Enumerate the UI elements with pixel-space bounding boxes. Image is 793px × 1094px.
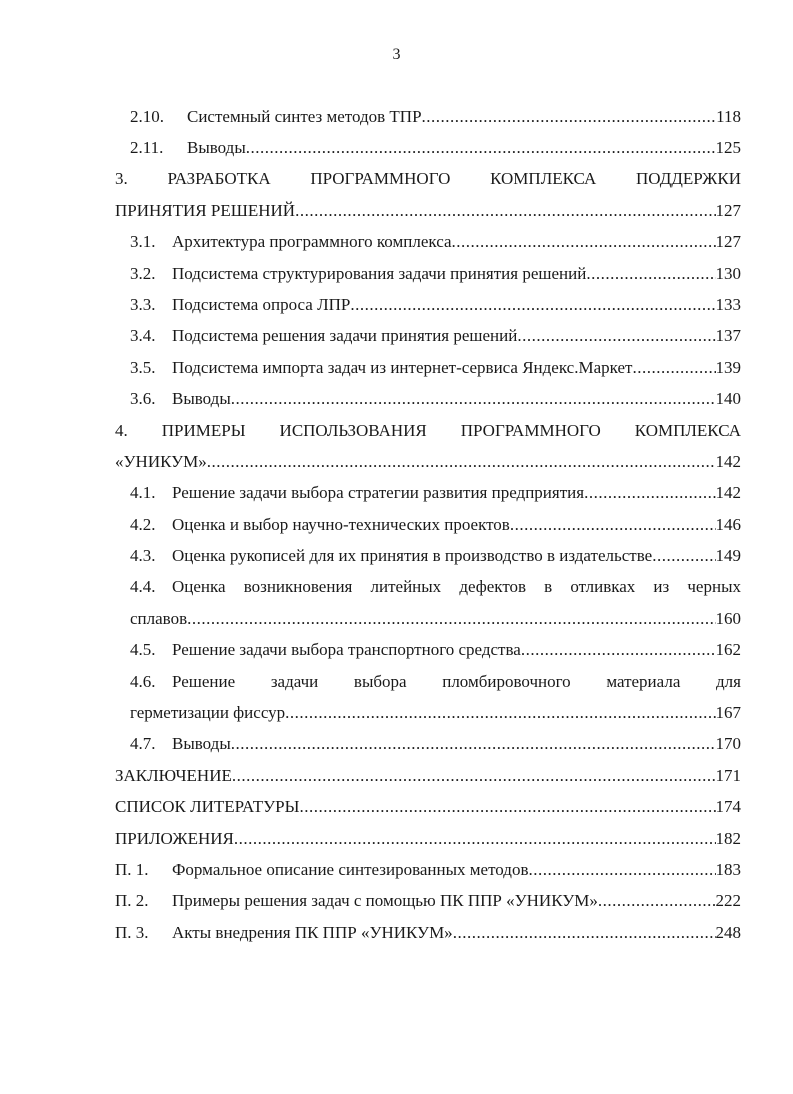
toc-entry[interactable] (115, 885, 741, 916)
toc-entry[interactable] (115, 760, 741, 791)
dot-leader (586, 258, 715, 289)
entry-number: 4.2. (130, 514, 156, 534)
entry-number: 4.4. (130, 577, 156, 597)
entry-number: П. 1. (115, 859, 149, 879)
entry-number: 3.6. (130, 389, 156, 409)
dot-leader (452, 226, 716, 257)
entry-title: Выводы (187, 138, 246, 157)
dot-leader (231, 728, 716, 759)
entry-page: 130 (715, 263, 741, 283)
entry-title: Примеры решения задач с помощью ПК ППР «УНИКУМ» (172, 891, 598, 911)
dot-leader (232, 760, 716, 791)
entry-title-line1: Оценка возникновения литейных дефектов в отливках из черных (172, 577, 741, 597)
entry-title: Решение задачи выбора стратегии развития предприятия (172, 483, 585, 503)
dot-leader (207, 446, 716, 477)
entry-page: 183 (715, 859, 741, 879)
toc-entry[interactable] (115, 383, 741, 414)
toc-entry[interactable] (115, 132, 741, 163)
dot-leader (521, 634, 716, 665)
dot-leader (350, 289, 715, 320)
entry-page: 182 (715, 828, 741, 848)
entry-title: Архитектура программного комплекса (172, 232, 452, 252)
table-of-contents (115, 102, 741, 948)
toc-entry[interactable] (115, 477, 741, 508)
entry-number: 2.11. (130, 138, 164, 157)
toc-entry[interactable] (115, 728, 741, 759)
entry-number: 4.7. (130, 734, 156, 754)
entry-number: 3.3. (130, 294, 156, 314)
entry-number: 4.1. (130, 483, 156, 503)
entry-number: 4.5. (130, 640, 156, 660)
entry-number: 3.5. (130, 357, 156, 377)
entry-title: СПИСОК ЛИТЕРАТУРЫ (115, 797, 300, 817)
toc-entry[interactable] (115, 258, 741, 289)
toc-entry-cont[interactable] (115, 603, 741, 634)
page-number: 3 (392, 46, 401, 63)
entry-number: П. 3. (115, 922, 149, 942)
entry-page: 133 (715, 294, 741, 314)
toc-entry[interactable] (115, 352, 741, 383)
entry-number: 3.4. (130, 326, 156, 346)
dot-leader (517, 320, 715, 351)
entry-page: 146 (715, 514, 741, 534)
entry-title: Подсистема структурирования задачи принятия решений (172, 263, 587, 283)
toc-entry[interactable] (115, 854, 741, 885)
entry-number: 4.3. (130, 546, 156, 566)
entry-title: Решение задачи выбора транспортного средства (172, 640, 521, 660)
entry-title: Формальное описание синтезированных методов (172, 859, 529, 879)
dot-leader (246, 132, 716, 163)
chapter-title-line2: «УНИКУМ» (115, 451, 207, 471)
entry-title-line1: Решение задачи выбора пломбировочного материала для (172, 671, 741, 691)
toc-chapter-heading-cont[interactable] (115, 195, 741, 226)
entry-title-line2: герметизации фиссур (130, 703, 286, 723)
entry-title-line2: сплавов (130, 608, 188, 628)
entry-number: 4.6. (130, 671, 156, 691)
toc-entry[interactable] (115, 102, 741, 132)
toc-entry[interactable] (115, 540, 741, 571)
entry-page: 160 (715, 608, 741, 628)
entry-page: 142 (715, 451, 741, 471)
entry-title: Выводы (172, 734, 231, 754)
entry-page: 142 (715, 483, 741, 503)
toc-chapter-heading-cont[interactable] (115, 446, 741, 477)
entry-title: Подсистема опроса ЛПР (172, 294, 351, 314)
entry-page: 149 (715, 546, 741, 566)
entry-title: ПРИЛОЖЕНИЯ (115, 828, 234, 848)
entry-page: 167 (715, 703, 741, 723)
chapter-title-line1: 4. ПРИМЕРЫ ИСПОЛЬЗОВАНИЯ ПРОГРАММНОГО КОМПЛЕКСА (115, 420, 741, 440)
entry-page: 174 (715, 797, 741, 817)
entry-page: 127 (715, 232, 741, 252)
entry-title: Оценка и выбор научно-технических проектов (172, 514, 510, 534)
dot-leader (187, 603, 715, 634)
toc-entry[interactable] (115, 666, 741, 697)
dot-leader (598, 885, 716, 916)
dot-leader (652, 540, 715, 571)
dot-leader (510, 509, 716, 540)
dot-leader (528, 854, 715, 885)
entry-page: 127 (715, 200, 741, 220)
entry-page: 248 (715, 922, 741, 942)
entry-title: Акты внедрения ПК ППР «УНИКУМ» (172, 922, 453, 942)
dot-leader (295, 195, 715, 226)
entry-title: Подсистема импорта задач из интернет-сервиса Яндекс.Маркет (172, 357, 633, 377)
entry-page: 118 (716, 107, 741, 126)
entry-number: 2.10. (130, 107, 164, 126)
entry-page: 162 (715, 640, 741, 660)
toc-entry[interactable] (115, 791, 741, 822)
dot-leader (632, 352, 715, 383)
toc-entry[interactable] (115, 509, 741, 540)
toc-entry[interactable] (115, 634, 741, 665)
dot-leader (584, 477, 715, 508)
entry-title: Подсистема решения задачи принятия решений (172, 326, 518, 346)
dot-leader (285, 697, 715, 728)
toc-chapter-heading[interactable] (115, 163, 741, 194)
entry-number: П. 2. (115, 891, 149, 911)
dot-leader (422, 102, 717, 132)
entry-title: ЗАКЛЮЧЕНИЕ (115, 765, 232, 785)
dot-leader (453, 917, 716, 948)
dot-leader (234, 823, 716, 854)
entry-title: Системный синтез методов ТПР (187, 107, 422, 126)
entry-page: 140 (715, 389, 741, 409)
entry-number: 3.1. (130, 232, 156, 252)
toc-entry[interactable] (115, 226, 741, 257)
entry-number: 3.2. (130, 263, 156, 283)
entry-page: 125 (715, 138, 741, 157)
toc-entry[interactable] (115, 289, 741, 320)
chapter-title-line2: ПРИНЯТИЯ РЕШЕНИЙ (115, 200, 296, 220)
toc-entry[interactable] (115, 320, 741, 351)
entry-page: 139 (715, 357, 741, 377)
entry-title: Выводы (172, 389, 231, 409)
entry-page: 222 (715, 891, 741, 911)
chapter-title-line1: 3. РАЗРАБОТКА ПРОГРАММНОГО КОМПЛЕКСА ПОДДЕРЖКИ (115, 169, 741, 189)
toc-entry[interactable] (115, 917, 741, 948)
dot-leader (231, 383, 716, 414)
toc-chapter-heading[interactable] (115, 415, 741, 446)
dot-leader (299, 791, 715, 822)
entry-page: 170 (715, 734, 741, 754)
entry-page: 137 (715, 326, 741, 346)
toc-entry[interactable] (115, 571, 741, 602)
entry-page: 171 (715, 765, 741, 785)
toc-entry-cont[interactable] (115, 697, 741, 728)
entry-title: Оценка рукописей для их принятия в производство в издательстве (172, 546, 653, 566)
toc-entry[interactable] (115, 823, 741, 854)
